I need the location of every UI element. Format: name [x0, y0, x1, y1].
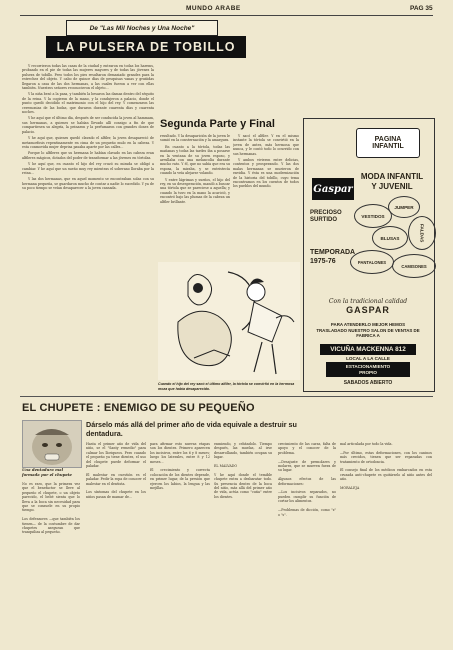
story-title: LA PULSERA DE TOBILLO: [56, 40, 236, 54]
story-title-banner: [46, 36, 246, 58]
paragraph: resultado. Y la desaparición de la joven le sumió en la consternación y la amargura.: [160, 134, 230, 143]
running-header: [0, 5, 453, 15]
illustration-caption: Cuando el hijo del rey sacó el último alfiler, la tórtola se convirtió en la hermosa moza que había desaparecido.: [158, 382, 295, 391]
paragraph: Y sacó el alfiler. Y en el mismo instante la tórtola se convirtió en la joven de antes, más hermosa que nunca, y le contó todo lo ocurrido con sus hermanas.: [233, 134, 299, 156]
story3-deck: Dárselo más allá del primer año de vida equivale a destruir su dentadura.: [86, 420, 297, 438]
headline-line-1: MODA INFANTIL: [360, 172, 424, 181]
section-divider: [20, 396, 433, 397]
paragraph: Y recorrieron todas las casas de la ciudad y entraron en todas los harems, probando en el pie de todas las mujeres mayores y de todas las jóvenes la pulsera de tobillo. Pero todos los pies resultaron demasiado grandes para la estrechez del objeto. Y cabo de quince días de pesquisas vanas y gruñidas llegaron a casa de las dos hermanas, a las cuales fueron a ver con ellas también. Nuestros señores reconocieron el objeto...: [22, 64, 154, 91]
tab-label-1: PAGINA: [374, 136, 402, 143]
ad-address: VICUÑA MACKENNA 812: [330, 346, 406, 353]
parking-line-2: PROPIO: [359, 369, 377, 375]
ad-calidad: [308, 298, 428, 315]
balloon-label: JUMPER: [394, 204, 414, 210]
story1-column-1: [22, 64, 154, 330]
gaspar-logo: Gaspar: [313, 183, 353, 195]
paragraph: Y las dos hermanas, que en aquel momento se encontraban solas con su hermana pequeña, se guardaron mucho de contar a nadie lo sucedido. Y ya de su poco tiempo se veían desaparecer a la joven cansada.: [22, 177, 154, 191]
ad-body: PARA ATENDERLO MEJOR HEMOS TRASLADADO NUESTRO SALON DE VENTAS DE FABRICA A: [316, 322, 420, 339]
balloon-label: BLUSAS: [380, 235, 400, 241]
balloon-label: CAMISONES: [401, 263, 427, 269]
photo-caption: Una dentadura mal formada por el chupete: [22, 467, 72, 477]
balloon: [372, 226, 408, 250]
tab-label-2: INFANTIL: [372, 143, 404, 150]
story-kicker: De "Las Mil Noches y Una Noche": [89, 24, 195, 32]
header-rule: [20, 15, 433, 16]
story2-column-2: [233, 134, 299, 264]
paragraph: Y he aquí que el último día, después de ser conducida la joven al hammam, sus hermanas, a quienes se habían llevado allí consigo a fin de que compartiesen su alegría, la peinaron y la perfumaron con grandes dones de palacio.: [22, 116, 154, 134]
balloon-label: PANTALONES: [357, 259, 387, 265]
story-kicker-box: [66, 20, 218, 36]
ad-headline: [352, 172, 432, 192]
calidad-line-1: Con la tradicional calidad: [328, 298, 408, 305]
balloon-label: FALDAS: [419, 223, 425, 243]
illustration-drawing: [158, 262, 300, 380]
balloon: [392, 254, 436, 278]
ad-hours: SABADOS ABIERTO: [343, 380, 393, 386]
ad-parking-banner: [326, 362, 410, 377]
story3-column-5: crecimiento de las caras, falta de apoyo y el conocer de la problema. —Desajuste de premolares y molares, que se mueven fuera de su lugar. Algunos efectos de las deformaciones: —Los incisivos separados, no pueden cumplir su función de cortar los alimentos. —Problemas de dicción, como "z" o "s".: [278, 442, 336, 517]
balloon: [388, 196, 420, 218]
paragraph: Y la niña besó a la pasa, y también la besaron las damas dentro del séquito de la reina. Y la cogieron de la mano, y la condujeron a palacio, donde el punto quedó decidido el matrimonio con el hijo del rey. Y comenzaron las ceremonias de las bodas, que duraron durante cuarenta días y cuarenta noches.: [22, 92, 154, 115]
story3-title: EL CHUPETE : ENEMIGO DE SU PEQUEÑO: [22, 402, 255, 414]
parking-line-1: ESTACIONAMIENTO: [345, 363, 391, 369]
paragraph: Y he aquí que, en cuanto el hijo del rey cruzó su mirada se obligó a cambiar. Y he aquí que un sueño muy rey mientras el soberano lloraba por la reina...: [22, 162, 154, 175]
ad-local: LOCAL A LA CALLE: [346, 356, 390, 361]
story2-title: Segunda Parte y Final: [160, 118, 275, 130]
baby-face-image: [23, 421, 81, 467]
story3-column-2: Hasta el primer año de vida del niño, se el "Santy remedio" para calmar los lloriqueos. Pero cuando el pequeño ya tiene dientes, el uso del chupete puede deformar el paladar. El malestar en cuestión es el paladar. Pedir la ropa de conocer el malestar en el dentista. Los síntomas del chupete en los niños pasan de mamar de...: [86, 442, 146, 499]
pagina-infantil-tab: [356, 128, 420, 158]
balloon-label: VESTIDOS: [361, 213, 385, 219]
headline-line-2: Y JUVENIL: [371, 182, 413, 191]
paragraph: Y ambos vivieron entre delicias, contentos y prosperando. Y las dos malas hermanas se murieron de envidia. Y ésta es una modernización de la historia del tobillo, cuyo tema encontramos en los cuentos de todos los pueblos del mundo.: [233, 158, 299, 189]
story3-column-1: No es raro, que la primera vez que el benefactor se lleve al pequeño el chupete, o un objeto parecido, el bebé sienta que lo lleva a la boca sin necesidad para que se consuele en su propio tiempo. Los defensores —que también los tienen— de la costumbre de dar chupetes aseguran que tranquiliza al pequeño.: [22, 482, 80, 535]
calidad-line-2: GASPAR: [346, 305, 390, 315]
ad-logo-box: [312, 178, 354, 200]
story3-column-3: para afirmar esto nuevas etapas son los dientes. Primero aparecen los incisivos, entre los 6 y 8 meses; luego los laterales, entre 8 y 12 meses... El crecimiento y correcta colocación de los dientes depende, en primer lugar, de la presión que ejercen los labios, la lengua y las mejillas.: [150, 442, 210, 491]
ad-surtido: PRECIOSO SURTIDO: [310, 210, 342, 223]
baby-photo: [22, 420, 82, 468]
fairytale-illustration: [158, 262, 300, 380]
story3-column-6: mal articulada por todo la vida. —Por último, estas deformaciones, con los caninos más crecidos, tienen que ser reparadas con tratamiento de ortodoncia. El consejo final de los médicos embarcados en esta cruzada anti-chupete es quitárselo al niño antes del año. MORALEJA: [340, 442, 432, 491]
balloon: [354, 204, 392, 228]
publication-name: MUNDO ARABE: [186, 5, 241, 12]
paragraph: Y entre lágrimas y sueños, el hijo del rey, en su desesperación, mandó a buscar una tórtola que se pareciese a aquella; y cuando la tuvo en la mano la acarició, y encontró bajo las plumas de la cabeza un alfiler brillante.: [160, 177, 230, 204]
balloon: [408, 216, 436, 250]
page-number: PAG 35: [410, 5, 433, 12]
ad-temporada: TEMPORADA 1975-76: [310, 249, 356, 265]
paragraph: En cuanto a la tórtola, todas las mañanas y todas las tardes iba a posarse en la ventana de su joven esposo, y arrullaba con una melancolía durante mucho rato. Y él, que no sabía que era su esposa, la miraba, y se entristecía cuando la veía alejarse volando.: [160, 144, 230, 176]
paragraph: Porque lo alfileres que su hermana le habían clavado en las cabeza eran alfileres mágicos, dotados del poder de transformar a las jóvenes en tórtolas.: [22, 151, 154, 160]
ad-address-banner: [320, 344, 416, 355]
story2-column-1: [160, 134, 230, 264]
balloons-cluster: [350, 196, 434, 292]
story3-column-4: enmiendo, y cebándolo. Tiempo después, las muelas, al irse desarrollando, también ocupan su lugar. EL MALVADO Y he aquí donde el temible chupete entra a desbaratar todo. Su presencia dentro de la boca del niño, más allá del primer año de vida, actúa como "cuña" entre los dientes.: [214, 442, 272, 499]
paragraph: Y he aquí que, quienes quedó clavado el alfiler, la joven desapareció de metamorfosis repentinamente en cima de un pequeño mulo en la cabeza. Y esta conmovida mujer deprisa pasaba aparte por las calles...: [22, 136, 154, 149]
